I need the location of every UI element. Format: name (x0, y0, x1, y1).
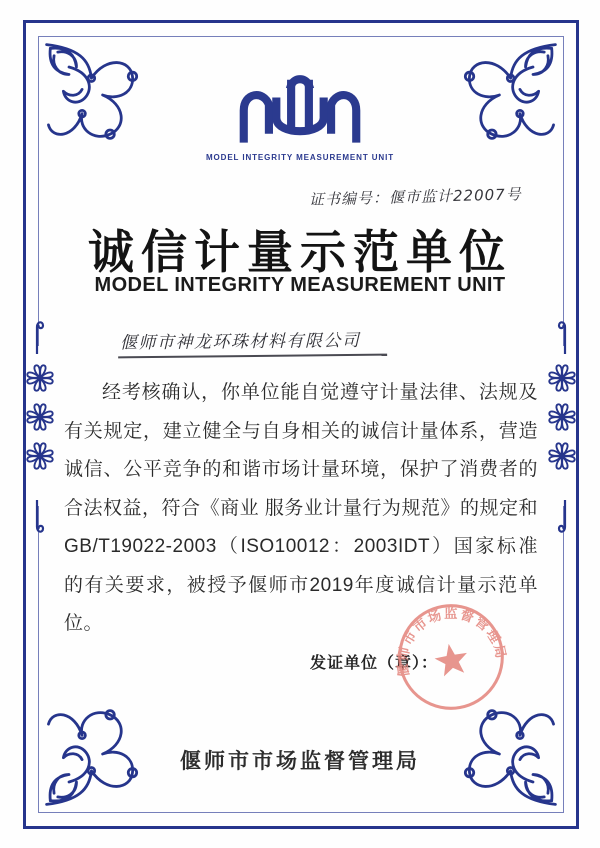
butterfly-motif-icon (22, 399, 58, 435)
title-english: MODEL INTEGRITY MEASUREMENT UNIT (94, 274, 506, 296)
butterfly-motif-icon (22, 360, 58, 396)
border-curl-icon (557, 500, 569, 536)
butterfly-motif-icon (544, 438, 580, 474)
butterfly-motif-icon (544, 399, 580, 435)
recipient-name: 偃师市神龙环珠材料有限公司 (118, 326, 387, 359)
border-curl-icon (33, 318, 45, 354)
issuer-label: 发证单位（章）： (310, 655, 439, 672)
certificate-body: 经考核确认，你单位能自觉遵守计量法律、法规及有关规定，建立健全与自身相关的诚信计量体系，营造诚信、公平竞争的和谐市场计量环境，保护了消费者的合法权益，符合《商业 服务业计量行为规范》的规定和GB/T19022-2003（ISO10012：2003IDT）国家标准的有关要求，被授予偃师市2019年度诚信计量示范单位。 (64, 382, 538, 634)
border-curl-icon (33, 500, 45, 536)
butterfly-motif-icon (544, 360, 580, 396)
logo-caption: MODEL INTEGRITY MEASUREMENT UNIT (205, 153, 395, 162)
certificate-number: 证书编号：偃市监计22007号 (309, 185, 523, 209)
border-curl-icon (557, 318, 569, 354)
official-red-seal (385, 591, 517, 723)
title-chinese: 诚信计量示范单位 (88, 227, 512, 278)
butterfly-motif-icon (22, 438, 58, 474)
mium-logo-icon (224, 72, 376, 146)
header-logo (0, 72, 600, 162)
issuing-agency: 偃师市市场监督管理局 (180, 750, 420, 773)
